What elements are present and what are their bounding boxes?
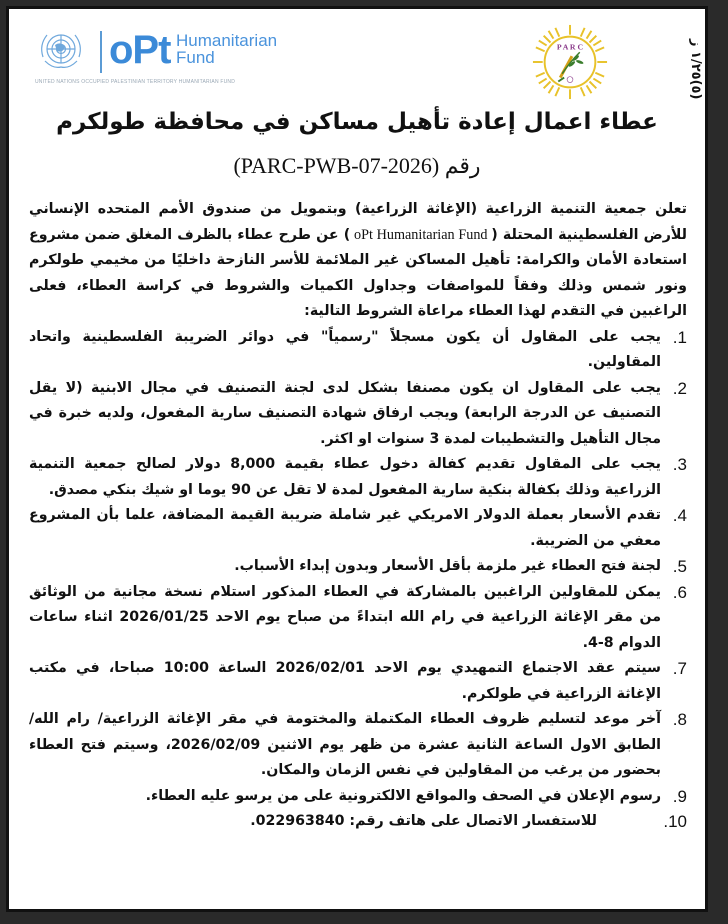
condition-text: يمكن للمقاولين الراغبين بالمشاركة في العطاء المذكور استلام نسخة مجانية من الوثائق من مقر الإغاثة الزراعية في رام الله ابتداءً من صباح يوم الاحد 2026/01/25 اثناء ساعات الدوام 8-4. xyxy=(29,583,661,651)
intro-paragraph xyxy=(29,197,687,325)
condition-number: 1. xyxy=(672,327,687,347)
opt-logo-name-line2: Fund xyxy=(176,48,215,67)
condition-number: 2. xyxy=(672,378,687,398)
condition-text: لجنة فتح العطاء غير ملزمة بأقل الأسعار وبدون إبداء الأسباب. xyxy=(234,558,661,574)
parc-sun-wheat-icon xyxy=(531,23,609,101)
condition-item-contact xyxy=(29,809,687,835)
condition-item xyxy=(29,452,687,503)
condition-number: 7. xyxy=(672,659,687,678)
header xyxy=(9,9,705,99)
conditions-list xyxy=(29,325,687,835)
condition-item xyxy=(29,554,687,580)
condition-text: سيتم عقد الاجتماع التمهيدي يوم الاحد 2026/02/01 الساعة 10:00 صباحا، في مكتب الإغاثة الزراعية في طولكرم. xyxy=(29,660,661,702)
condition-text: يجب على المقاول ان يكون مصنفا بشكل لدى لجنة التصنيف في مجال الابنية (لا يقل التصنيف عن الدرجة الرابعة) ويجب ارفاق شهادة التصنيف سارية المفعول، ولديه خبرة في مجال التأهيل والتشطيبات لمدة 3 سنوات او اكثر. xyxy=(29,379,661,447)
condition-number: 6. xyxy=(672,582,687,602)
intro-text-2: ) عن طرح عطاء بالظرف المغلق ضمن مشروع استعادة الأمان والكرامة: تأهيل المساكن غير الملائمة للأسر النازحة داخليًا من مخيمي طولكرم ونور شمس وذلك وفقاً للمواصفات وجداول الكميات والشروط في كراسة العطاء، فعلى الراغبين في التقدم لهذا العطاء مراعاة الشروط التالية: xyxy=(29,226,687,319)
opt-logo-name-line1: Humanitarian xyxy=(176,31,278,50)
contact-phone-text: للاستفسار الاتصال على هاتف رقم: 022963840. xyxy=(250,813,597,829)
un-fund-caption: UNITED NATIONS OCCUPIED PALESTINIAN TERRITORY HUMANITARIAN FUND xyxy=(35,79,236,85)
opt-logo-mark: oPt xyxy=(109,28,171,72)
tender-notice xyxy=(6,6,708,912)
un-emblem-icon xyxy=(33,29,89,73)
opt-logo-name xyxy=(176,32,277,66)
condition-item xyxy=(29,376,687,453)
condition-number: 3. xyxy=(672,455,687,474)
condition-item xyxy=(29,784,687,810)
notice-body xyxy=(29,197,687,835)
condition-number: 8. xyxy=(672,710,687,729)
condition-number: 5. xyxy=(672,557,687,576)
condition-text: تقدم الأسعار بعملة الدولار الامريكي غير شاملة ضريبة القيمة المضافة، علما بأن المشروع معفي من الضريبة. xyxy=(29,507,661,549)
condition-number: 4. xyxy=(672,506,687,525)
condition-text: يجب على المقاول أن يكون مسجلاً "رسمياً" في دوائر الضريبة الفلسطينية واتحاد المقاولين. xyxy=(29,328,661,370)
fund-name: oPt Humanitarian Fund xyxy=(350,226,492,243)
tender-reference: (PARC-PWB-07-2026) xyxy=(233,153,440,178)
condition-number: 9. xyxy=(672,786,687,806)
condition-text: آخر موعد لتسليم ظروف العطاء المكتملة والمختومة في مقر الإغاثة الزراعية/ رام الله/ الطابق الاول الساعة الثانية عشرة من ظهر يوم الاثنين 2026/02/09، وسيتم فتح العطاء بحضور من يرغب من المقاولين في نفس الزمان والمكان. xyxy=(29,711,662,778)
condition-text: يجب على المقاول تقديم كفالة دخول عطاء بقيمة 8,000 دولار لصالح جمعية التنمية الزراعية وذلك بكفالة بنكية سارية المفعول لمدة لا تقل عن 90 يوما او شيك بنكي مصدق. xyxy=(29,456,661,498)
condition-item xyxy=(29,325,687,376)
condition-item xyxy=(29,580,687,657)
condition-item xyxy=(29,503,687,554)
condition-text: رسوم الإعلان في الصحف والمواقع الالكترونية على من يرسو عليه العطاء. xyxy=(145,787,661,804)
condition-item xyxy=(29,707,687,784)
subtitle-prefix: رقم xyxy=(444,153,481,178)
condition-number: 10. xyxy=(663,812,687,831)
notice-subtitle xyxy=(9,153,705,179)
side-reference-code: (٥)١/٢٥ ز xyxy=(688,38,703,100)
svg-text:P A R C: P A R C xyxy=(556,42,584,52)
intro-text-1: تعلن جمعية التنمية الزراعية (الإغاثة الزراعية) وبتمويل من صندوق الأمم المتحده الإنساني للأرض الفلسطينية المحتلة ( xyxy=(29,201,688,243)
notice-title: عطاء اعمال إعادة تأهيل مساكن في محافظة طولكرم xyxy=(56,109,658,135)
logo-divider xyxy=(100,31,102,73)
condition-item xyxy=(29,656,687,707)
